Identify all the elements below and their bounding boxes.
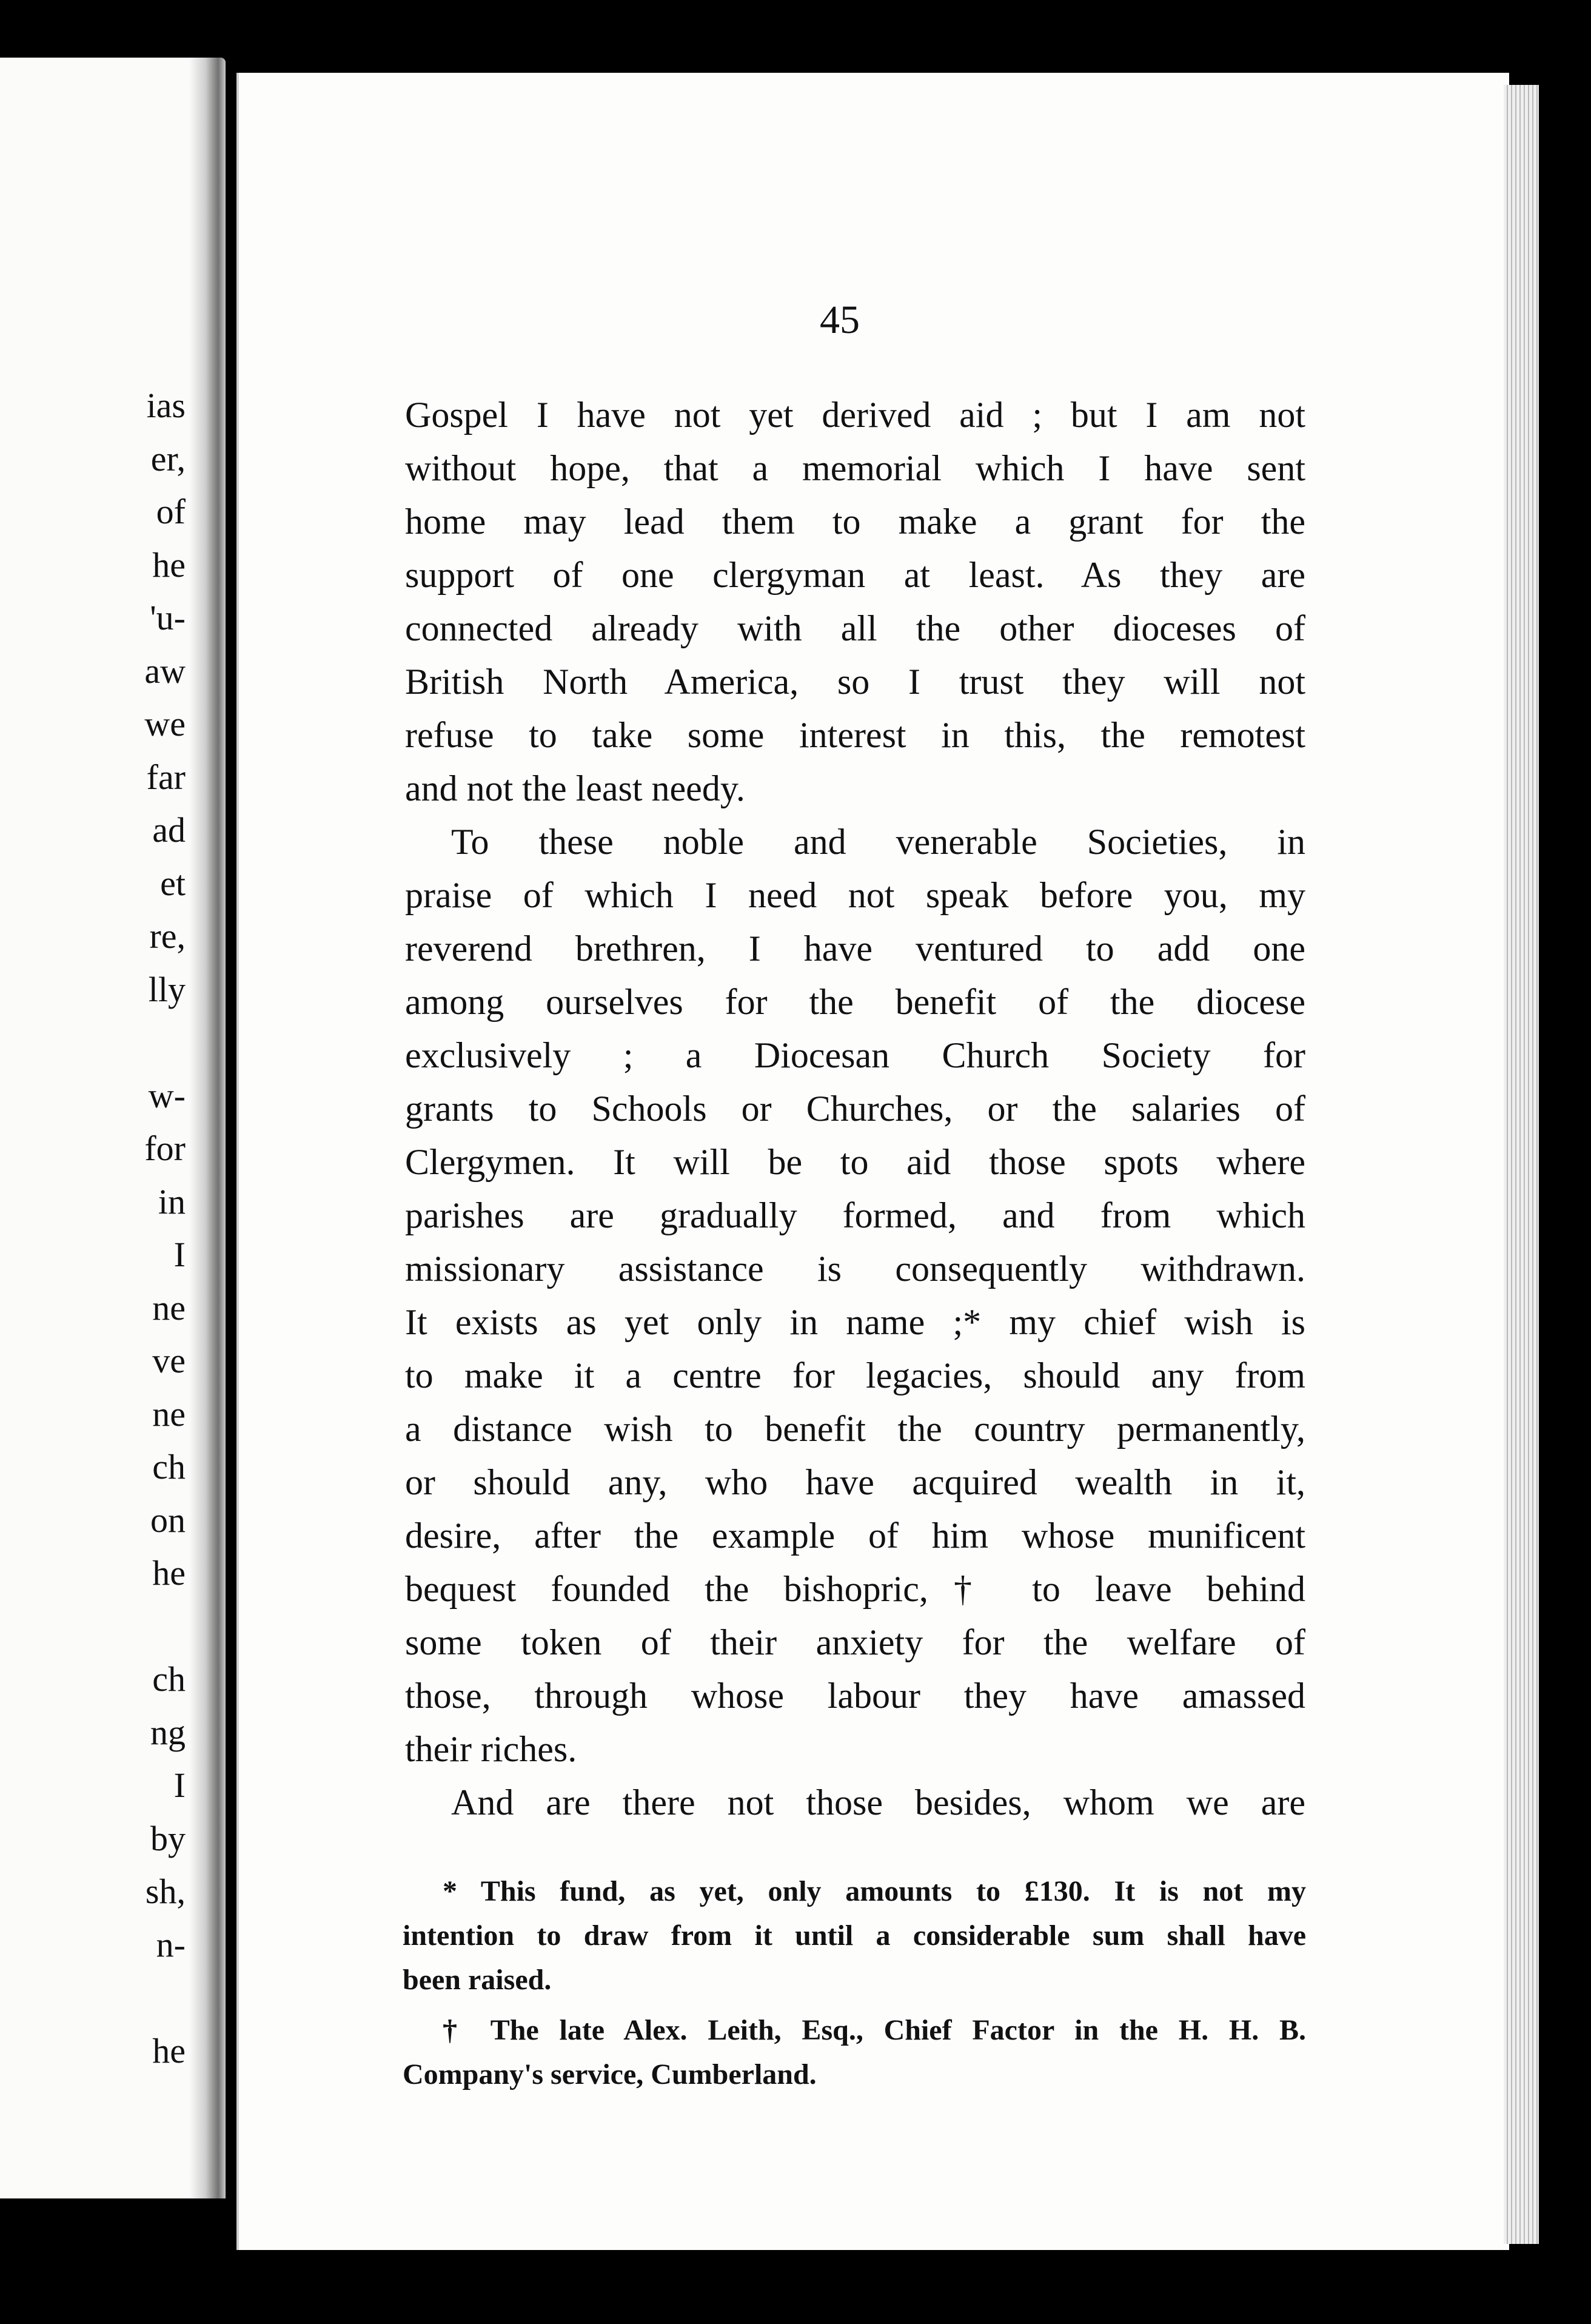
body-line: bequest founded the bishopric,† to leave behind xyxy=(405,1569,1305,1609)
facing-page-line-fragment: ad xyxy=(152,810,186,850)
body-line: among ourselves for the benefit of the diocese xyxy=(405,982,1305,1022)
facing-page-line-fragment: 'u- xyxy=(150,598,186,637)
body-line: connected already with all the other dioceses of xyxy=(405,608,1305,648)
body-line: parishes are gradually formed, and from which xyxy=(405,1195,1305,1235)
facing-page-line-fragment: on xyxy=(150,1500,186,1540)
body-line: Gospel I have not yet derived aid ; but I am not xyxy=(405,395,1305,435)
facing-page-line-fragment: he xyxy=(152,2030,186,2070)
facing-page-line-fragment: et xyxy=(160,863,186,903)
facing-page-line-fragment: ng xyxy=(150,1712,186,1752)
facing-page-line-fragment: ne xyxy=(152,1288,186,1328)
facing-page-line-fragment: ne xyxy=(152,1394,186,1434)
footnote-line: Company's service, Cumberland. xyxy=(403,2058,817,2091)
body-line: exclusively ; a Diocesan Church Society for xyxy=(405,1035,1305,1075)
body-line: And are there not those besides, whom we are xyxy=(451,1782,1305,1822)
body-line: It exists as yet only in name ;* my chief wish is xyxy=(405,1302,1305,1342)
facing-page-line-fragment: er, xyxy=(150,438,186,479)
facing-page-line-fragment: sh, xyxy=(145,1872,186,1911)
body-line: Clergymen. It will be to aid those spots where xyxy=(405,1142,1305,1182)
body-line: without hope, that a memorial which I have sent xyxy=(405,448,1305,488)
facing-page-line-fragment: n- xyxy=(156,1924,186,1964)
facing-page-line-fragment: ch xyxy=(152,1447,186,1486)
facing-page-line-fragment: ve xyxy=(152,1341,186,1380)
footnotes xyxy=(403,1869,1306,2097)
facing-page-line-fragment: of xyxy=(156,492,186,531)
facing-page-line-fragment: ch xyxy=(152,1659,186,1699)
book-gutter-shadow xyxy=(189,58,226,2198)
facing-page-line-fragment: by xyxy=(150,1818,186,1858)
body-line: those, through whose labour they have amassed xyxy=(405,1676,1305,1716)
body-line: To these noble and venerable Societies, in xyxy=(451,822,1305,862)
body-line: praise of which I need not speak before you, my xyxy=(405,875,1305,915)
facing-page-line-fragment: far xyxy=(146,757,186,797)
facing-page-line-fragment: we xyxy=(144,704,186,744)
footnote-line: * This fund, as yet, only amounts to £130. It is not my xyxy=(443,1875,1306,1907)
body-line: refuse to take some interest in this, the remotest xyxy=(405,715,1305,755)
body-line: grants to Schools or Churches, or the salaries of xyxy=(405,1089,1305,1129)
body-line: support of one clergyman at least. As they are xyxy=(405,555,1305,595)
body-text xyxy=(405,388,1305,1829)
page-edges xyxy=(1504,85,1539,2244)
footnote-spacer xyxy=(403,2002,1306,2008)
footnote-line: intention to draw from it until a considerable sum shall have xyxy=(403,1919,1306,1952)
footnote-line: † The late Alex. Leith, Esq., Chief Factor in the H. H. B. xyxy=(443,2014,1306,2046)
body-line: some token of their anxiety for the welfare of xyxy=(405,1622,1305,1662)
footnote-line: been raised. xyxy=(403,1964,552,1996)
facing-page-line-fragment: for xyxy=(144,1129,186,1168)
body-line: home may lead them to make a grant for the xyxy=(405,502,1305,542)
body-line: desire, after the example of him whose munificent xyxy=(405,1516,1305,1556)
facing-page-line-fragment: he xyxy=(152,1553,186,1593)
facing-page-line-fragment: aw xyxy=(144,651,186,691)
facing-page-line-fragment: he xyxy=(152,545,186,585)
body-line: their riches. xyxy=(405,1729,577,1769)
facing-page-line-fragment: I xyxy=(173,1235,186,1274)
body-line: or should any, who have acquired wealth in it, xyxy=(405,1462,1305,1502)
body-line: a distance wish to benefit the country permanently, xyxy=(405,1409,1305,1449)
facing-page-line-fragment: in xyxy=(158,1181,186,1221)
body-line: missionary assistance is consequently withdrawn. xyxy=(405,1249,1305,1289)
facing-page-line-fragment: I xyxy=(173,1765,186,1805)
facing-page-line-fragment: w- xyxy=(148,1075,186,1115)
facing-page-line-fragment: lly xyxy=(148,969,186,1009)
body-line: reverend brethren, I have ventured to add one xyxy=(405,929,1305,969)
facing-page-fragment xyxy=(0,58,226,2198)
facing-page-line-fragment: re, xyxy=(149,916,186,956)
body-line: to make it a centre for legacies, should any from xyxy=(405,1355,1305,1395)
body-line: British North America, so I trust they will not xyxy=(405,662,1305,702)
facing-page-line-fragment: ias xyxy=(146,386,186,425)
body-line: and not the least needy. xyxy=(405,768,745,808)
page-number: 45 xyxy=(820,298,860,342)
